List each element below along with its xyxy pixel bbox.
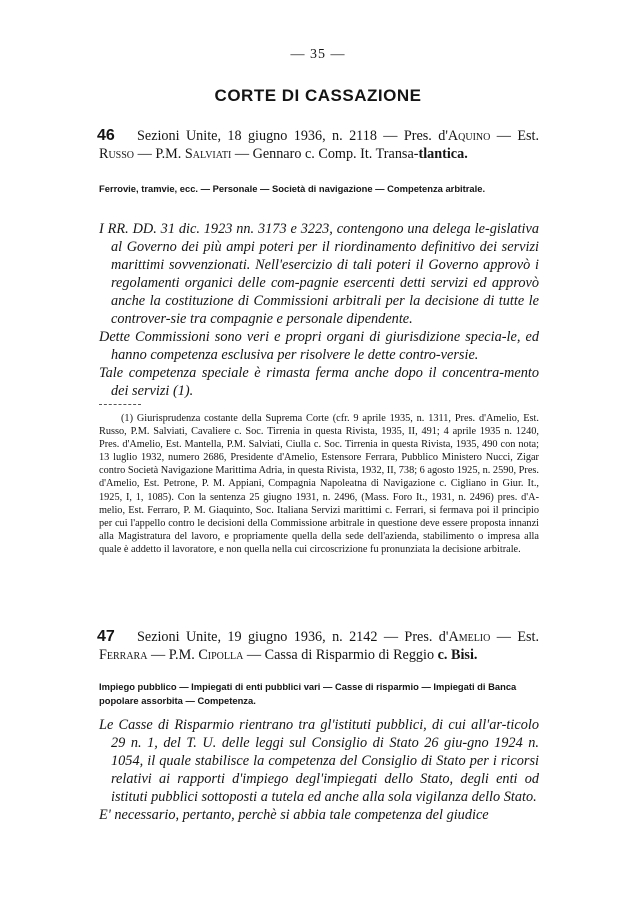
holding-paragraph: Tale competenza speciale è rimasta ferma anche dopo il concentra-mento dei servizi (1). — [99, 365, 539, 399]
case-47-keywords: Impiego pubblico — Impiegati di enti pubblici vari — Casse di risparmio — Impiegati di Banca popolare assorbita — Competenza. — [99, 681, 517, 706]
case-46-header — [99, 127, 539, 163]
case-47-citation: Sezioni Unite, 19 giugno 1936, n. 2142 — Pres. d'Amelio — Est. Ferrara — P.M. Cipolla — Cassa di Risparmio di Reggio c. Bisi. — [99, 629, 540, 663]
case-46-footnote — [99, 412, 539, 556]
case-46-citation: Sezioni Unite, 18 giugno 1936, n. 2118 — Pres. d'Aquino — Est. Russo — P.M. Salviati — Gennaro c. Comp. It. Transa-tlantica. — [99, 128, 540, 162]
case-46-keywords: Ferrovie, tramvie, ecc. — Personale — Società di navigazione — Competenza arbitrale. — [99, 183, 486, 194]
holding-paragraph: Le Casse di Risparmio rientrano tra gl'istituti pubblici, di cui all'ar-ticolo 29 n. 1, del T. U. delle leggi sul Consiglio di Stato 26 giu-gno 1924 n. 1054, il quale stabilisce la competenza del Consiglio di Stato per i ricorsi relativi ai rapporti d'impiego degl'impiegati dello Stato, degli enti od istituti pubblici sottoposti a tutela ed anche alla sola vigilanza dello Stato. — [99, 717, 539, 805]
holding-paragraph: E' necessario, pertanto, perchè si abbia tale competenza del giudice — [99, 807, 489, 823]
footnote-text: (1) Giurisprudenza costante della Suprema Corte (cfr. 9 aprile 1935, n. 1311, Pres. d'Amelio, Est. Russo, P.M. Salviati, Cavaliere c. Soc. Tirrenia in questa Rivista, 1935, II, 491; 4 aprile 1935 n. 1240, Pres. d'Amelio, Est. Mantella, P.M. Salviati, Ciulla c. Soc. Tirrenia in questa Rivista, 1935, 490 con nota; 13 luglio 1932, numero 2686, Presidente d'Amelio, Estensore Ferrara, Pubblico Ministero Nucci, Zigar contro Società Navigazione Marittima Adria, in questa Rivista, 1932, II, 738; 6 agosto 1925, n. 2590, Pres. d'Amelio, Est. Petrone, P. M. Appiani, Compagnia Napoleatna di Navigazione c. Cigliano in Giur. It., 1925, I, 1, 1085). Con la sentenza 25 giugno 1931, n. 2496, (Mass. Foro It., 1931, n. 2496) pres. d'A-melio, Est. Ferraro, P. M. Giaquinto, Soc. Italiana Servizi marittimi c. Ferrari, si fermava poi il principio per cui l'appello contro le decisioni della Commissione arbitrale in questione deve essere proposta innanzi alla Magistratura del lavoro, e propriamente quella della sede dell'azienda, stabilimento o impresa alla quale è addetto il lavoratore, e non quella nella cui circoscrizione fu pronunziata la decisione arbitrale. — [99, 413, 539, 555]
footnote-divider — [99, 404, 141, 405]
holding-paragraph: I RR. DD. 31 dic. 1923 nn. 3173 e 3223, contengono una delega le-gislativa al Governo dei più ampi poteri per il riordinamento definitivo dei servizi marittimi sovvenzionati. Nell'esercizio di tali poteri il Governo approvò i regolamenti organici delle com-pagnie esercenti detti servizi ed approvò anche la costituzione di Commissioni arbitrali per la decisione di tutte le controver-sie tra compagnie e personale dipendente. — [99, 221, 539, 327]
case-47-header — [99, 628, 539, 664]
holding-paragraph: Dette Commissioni sono veri e propri organi di giurisdizione specia-le, ed hanno competenza esclusiva per risolvere le dette contro-versie. — [99, 329, 539, 363]
page-heading: CORTE DI CASSAZIONE — [214, 86, 422, 105]
page-number: — 35 — — [290, 47, 346, 62]
case-number-46: 46 — [97, 127, 115, 144]
case-47-holding — [99, 716, 539, 824]
case-number-47: 47 — [97, 628, 115, 645]
case-46-holding — [99, 220, 539, 400]
